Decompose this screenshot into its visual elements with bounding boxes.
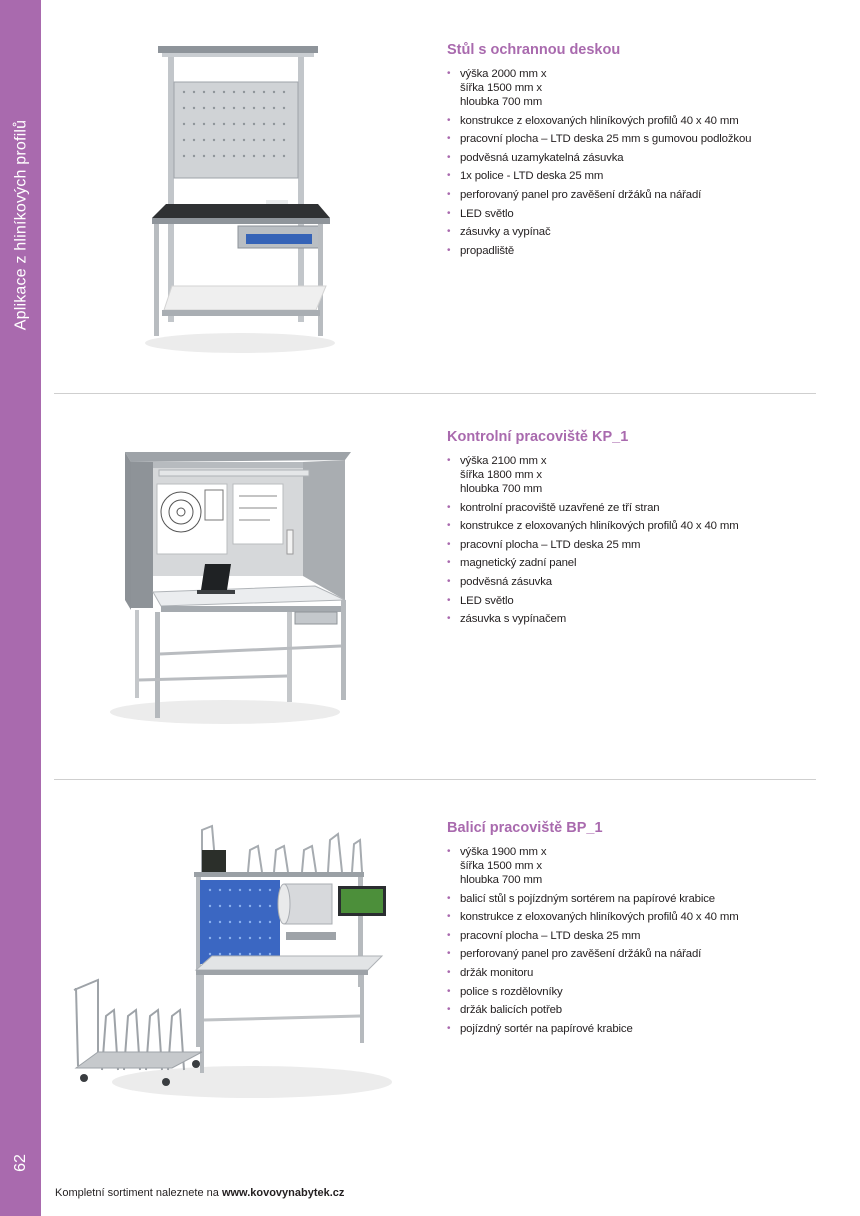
spec-item: • balicí stůl s pojízdným sortérem na papírové krabice — [447, 892, 827, 906]
sidebar-section-title: Aplikace z hliníkových profilů — [12, 119, 30, 331]
spec-item: • držák balicích potřeb — [447, 1003, 827, 1017]
spec-item: • kontrolní pracoviště uzavřené ze tří stran — [447, 501, 827, 515]
spec-item: • police s rozdělovníky — [447, 985, 827, 999]
product-title: Stůl s ochrannou deskou — [447, 42, 621, 58]
spec-item: • podvěsná uzamykatelná zásuvka — [447, 151, 827, 165]
section-divider — [54, 393, 816, 394]
spec-list — [447, 67, 827, 258]
spec-item: • propadliště — [447, 244, 827, 258]
spec-item: • pracovní plocha – LTD deska 25 mm — [447, 538, 827, 552]
spec-item: • LED světlo — [447, 207, 827, 221]
spec-item: • konstrukce z eloxovaných hliníkových profilů 40 x 40 mm — [447, 910, 827, 924]
spec-item: • zásuvka s vypínačem — [447, 612, 827, 626]
spec-dimensions: • výška 1900 mm x šířka 1500 mm x hloubka 700 mm — [447, 845, 827, 887]
spec-item: • pracovní plocha – LTD deska 25 mm s gumovou podložkou — [447, 132, 827, 146]
spec-item: • perforovaný panel pro zavěšení držáků na nářadí — [447, 188, 827, 202]
footer — [55, 1187, 344, 1199]
section-divider — [54, 779, 816, 780]
spec-item: • pracovní plocha – LTD deska 25 mm — [447, 929, 827, 943]
spec-item: • konstrukce z eloxovaných hliníkových profilů 40 x 40 mm — [447, 114, 827, 128]
spec-item: • pojízdný sortér na papírové krabice — [447, 1022, 827, 1036]
spec-list — [447, 454, 827, 626]
page-number: 62 — [11, 1154, 29, 1172]
footer-website-link[interactable]: www.kovovynabytek.cz — [221, 1187, 345, 1199]
product-title: Kontrolní pracoviště KP_1 — [447, 429, 629, 445]
product-image-workbench-protective-top — [140, 38, 340, 358]
spec-dimensions: • výška 2100 mm x šířka 1800 mm x hloubka 700 mm — [447, 454, 827, 496]
spec-item: • 1x police - LTD deska 25 mm — [447, 169, 827, 183]
product-info-3 — [447, 820, 827, 1040]
product-info-1 — [447, 42, 827, 262]
spec-item: • držák monitoru — [447, 966, 827, 980]
product-image-inspection-workstation — [105, 440, 355, 730]
spec-item: • konstrukce z eloxovaných hliníkových profilů 40 x 40 mm — [447, 519, 827, 533]
spec-item: • zásuvky a vypínač — [447, 225, 827, 239]
spec-list — [447, 845, 827, 1036]
product-title: Balicí pracoviště BP_1 — [447, 820, 603, 836]
spec-item: • podvěsná zásuvka — [447, 575, 827, 589]
product-image-packing-workstation — [62, 820, 402, 1110]
sidebar — [0, 0, 41, 1216]
spec-item: • magnetický zadní panel — [447, 556, 827, 570]
product-info-2 — [447, 429, 827, 631]
spec-dimensions: • výška 2000 mm x šířka 1500 mm x hloubka 700 mm — [447, 67, 827, 109]
spec-item: • LED světlo — [447, 594, 827, 608]
spec-item: • perforovaný panel pro zavěšení držáků na nářadí — [447, 947, 827, 961]
footer-text: Kompletní sortiment naleznete na — [55, 1187, 222, 1199]
